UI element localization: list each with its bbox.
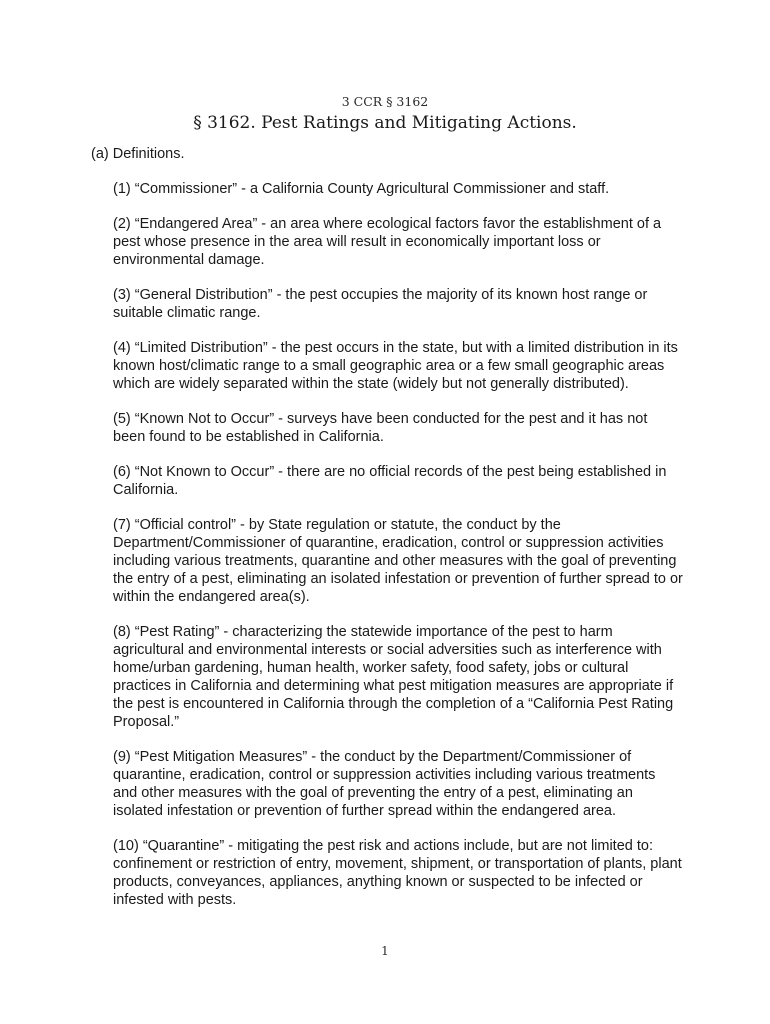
definition-general-distribution: (3) “General Distribution” - the pest occupies the majority of its known host range or suitable climatic range. (113, 287, 648, 321)
definition-not-known-to-occur: (6) “Not Known to Occur” - there are no official records of the pest being established in California. (113, 464, 667, 498)
regulation-citation: 3 CCR § 3162 (341, 94, 429, 109)
definition-pest-mitigation-measures: (9) “Pest Mitigation Measures” - the conduct by the Department/Commissioner of quarantine, eradication, control or suppression activities including various treatments and other measures with the goal of preventing the entry of a pest, eliminating an isolated infestation or prevention of further spread within the endangered area. (113, 749, 656, 819)
definition-known-not-to-occur: (5) “Known Not to Occur” - surveys have been conducted for the pest and it has not been found to be established in California. (113, 411, 648, 445)
definition-quarantine: (10) “Quarantine” - mitigating the pest risk and actions include, but are not limited to: confinement or restriction of entry, movement, shipment, or transportation of plants, plant products, conveyances, appliances, anything known or suspected to be infected or infested with pests. (113, 838, 682, 908)
definitions-heading: (a) Definitions. (91, 146, 185, 162)
definition-limited-distribution: (4) “Limited Distribution” - the pest occurs in the state, but with a limited distribution in its known host/climatic range to a small geographic area or a few small geographic areas which are widely separated within the state (widely but not generally distributed). (113, 340, 678, 392)
section-title: § 3162. Pest Ratings and Mitigating Actions. (193, 113, 577, 133)
definition-official-control: (7) “Official control” - by State regulation or statute, the conduct by the Department/Commissioner of quarantine, eradication, control or suppression activities including various treatments, quarantine and other measures with the goal of preventing the entry of a pest, eliminating an isolated infestation or prevention of further spread to or within the endangered area(s). (113, 517, 683, 605)
definition-pest-rating: (8) “Pest Rating” - characterizing the statewide importance of the pest to harm agricultural and environmental interests or social adversities such as interference with home/urban gardening, human health, worker safety, food safety, jobs or cultural practices in California and determining what pest mitigation measures are appropriate if the pest is encountered in California through the completion of a “California Pest Rating Proposal.” (113, 624, 674, 730)
definition-commissioner: (1) “Commissioner” - a California County Agricultural Commissioner and staff. (113, 181, 610, 197)
definition-endangered-area: (2) “Endangered Area” - an area where ecological factors favor the establishment of a pest whose presence in the area will result in economically important loss or environmental damage. (113, 216, 662, 268)
definitions-list (113, 180, 683, 926)
page-number: 1 (381, 944, 389, 958)
